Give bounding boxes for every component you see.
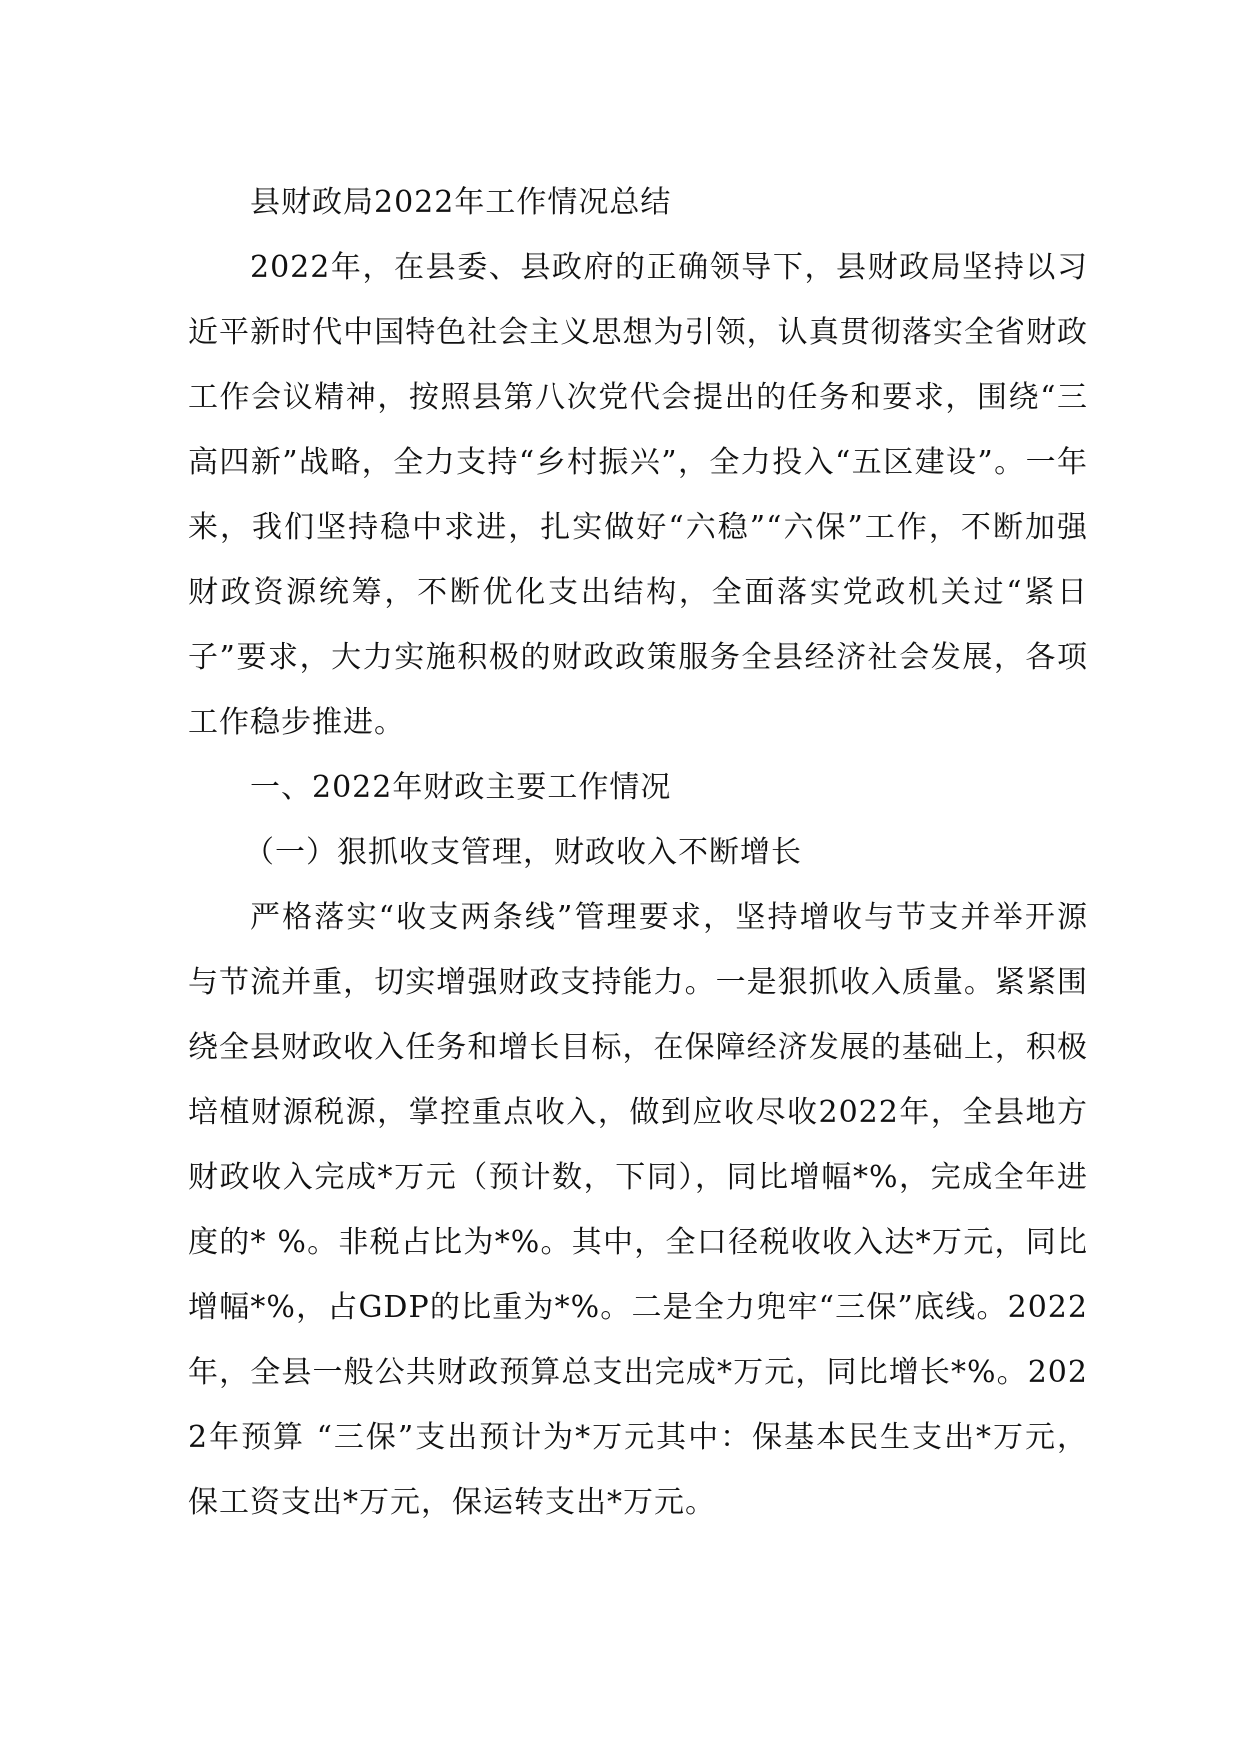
- document-title: 县财政局2022年工作情况总结: [250, 185, 672, 220]
- intro-paragraph: 2022年，在县委、县政府的正确领导下，县财政局坚持以习近平新时代中国特色社会主义思想为引领，认真贯彻落实全省财政工作会议精神，按照县第八次党代会提出的任务和要求，围绕“三高四新”战略，全力支持“乡村振兴”，全力投入“五区建设”。一年来，我们坚持稳中求进，扎实做好“六稳”“六保”工作，不断加强财政资源统筹，不断优化支出结构，全面落实党政机关过“紧日子”要求，大力实施积极的财政政策服务全县经济社会发展，各项工作稳步推进。: [188, 250, 1088, 740]
- section-heading: 一、2022年财政主要工作情况: [250, 770, 672, 805]
- document-body: [188, 170, 1088, 1535]
- subsection-heading: （一）狠抓收支管理，财政收入不断增长: [244, 835, 802, 870]
- subsection-paragraph: 严格落实“收支两条线”管理要求，坚持增收与节支并举开源与节流并重，切实增强财政支持能力。一是狠抓收入质量。紧紧围绕全县财政收入任务和增长目标，在保障经济发展的基础上，积极培植财源税源，掌控重点收入，做到应收尽收2022年，全县地方财政收入完成*万元（预计数，下同），同比增幅*%，完成全年进度的* %。非税占比为*%。其中，全口径税收收入达*万元，同比增幅*%，占GDP的比重为*%。二是全力兜牢“三保”底线。2022年，全县一般公共财政预算总支出完成*万元，同比增长*%。2022年预算 “三保”支出预计为*万元其中：保基本民生支出*万元，保工资支出*万元，保运转支出*万元。: [188, 900, 1088, 1520]
